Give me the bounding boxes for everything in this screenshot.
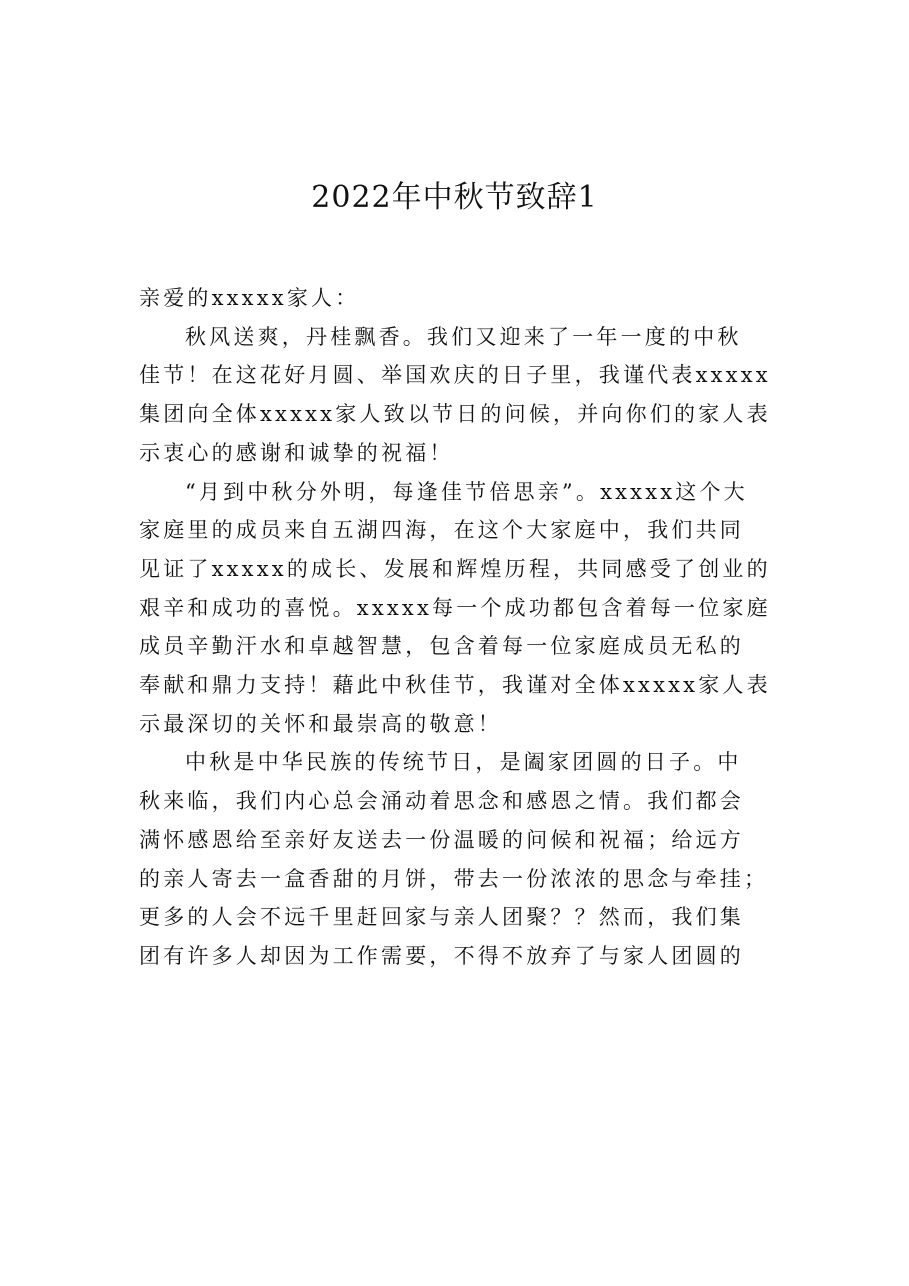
paragraph-line: 集团向全体xxxxx家人致以节日的问候，并向你们的家人表: [139, 402, 771, 427]
paragraph-line: 示衷心的感谢和诚挚的祝福！: [139, 440, 454, 465]
salutation: 亲爱的xxxxx家人：: [139, 286, 360, 310]
paragraph-line: 的亲人寄去一盒香甜的月饼，带去一份浓浓的思念与牵挂；: [139, 866, 769, 891]
document-title: 2022年中秋节致辞1: [311, 180, 598, 215]
paragraph-line: 示最深切的关怀和最崇高的敬意！: [139, 711, 502, 736]
paragraph-line: 满怀感恩给至亲好友送去一份温暖的问候和祝福；给远方: [139, 827, 744, 852]
paragraph-line: 成员辛勤汗水和卓越智慧，包含着每一位家庭成员无私的: [139, 634, 744, 659]
paragraph-line: 家庭里的成员来自五湖四海，在这个大家庭中，我们共同: [139, 518, 744, 543]
paragraph-line: 团有许多人却因为工作需要，不得不放弃了与家人团圆的: [139, 943, 744, 968]
paragraph-line: 佳节！在这花好月圆、举国欢庆的日子里，我谨代表xxxxx: [139, 363, 771, 388]
paragraph-line: 中秋是中华民族的传统节日，是阖家团圆的日子。中: [185, 750, 742, 775]
paragraph-line: 艰辛和成功的喜悦。xxxxx每一个成功都包含着每一位家庭: [139, 595, 771, 620]
paragraph-line: 秋来临，我们内心总会涌动着思念和感恩之情。我们都会: [139, 789, 744, 814]
paragraph-line: 秋风送爽，丹桂飘香。我们又迎来了一年一度的中秋: [185, 324, 742, 349]
paragraph-line: 更多的人会不远千里赶回家与亲人团聚？？然而，我们集: [139, 905, 744, 930]
paragraph-line: 奉献和鼎力支持！藉此中秋佳节，我谨对全体xxxxx家人表: [139, 673, 771, 698]
paragraph-line: 见证了xxxxx的成长、发展和辉煌历程，共同感受了创业的: [139, 556, 771, 581]
paragraph-line: “月到中秋分外明，每逢佳节倍思亲”。xxxxx这个大: [185, 479, 748, 504]
document-body: [139, 279, 779, 976]
